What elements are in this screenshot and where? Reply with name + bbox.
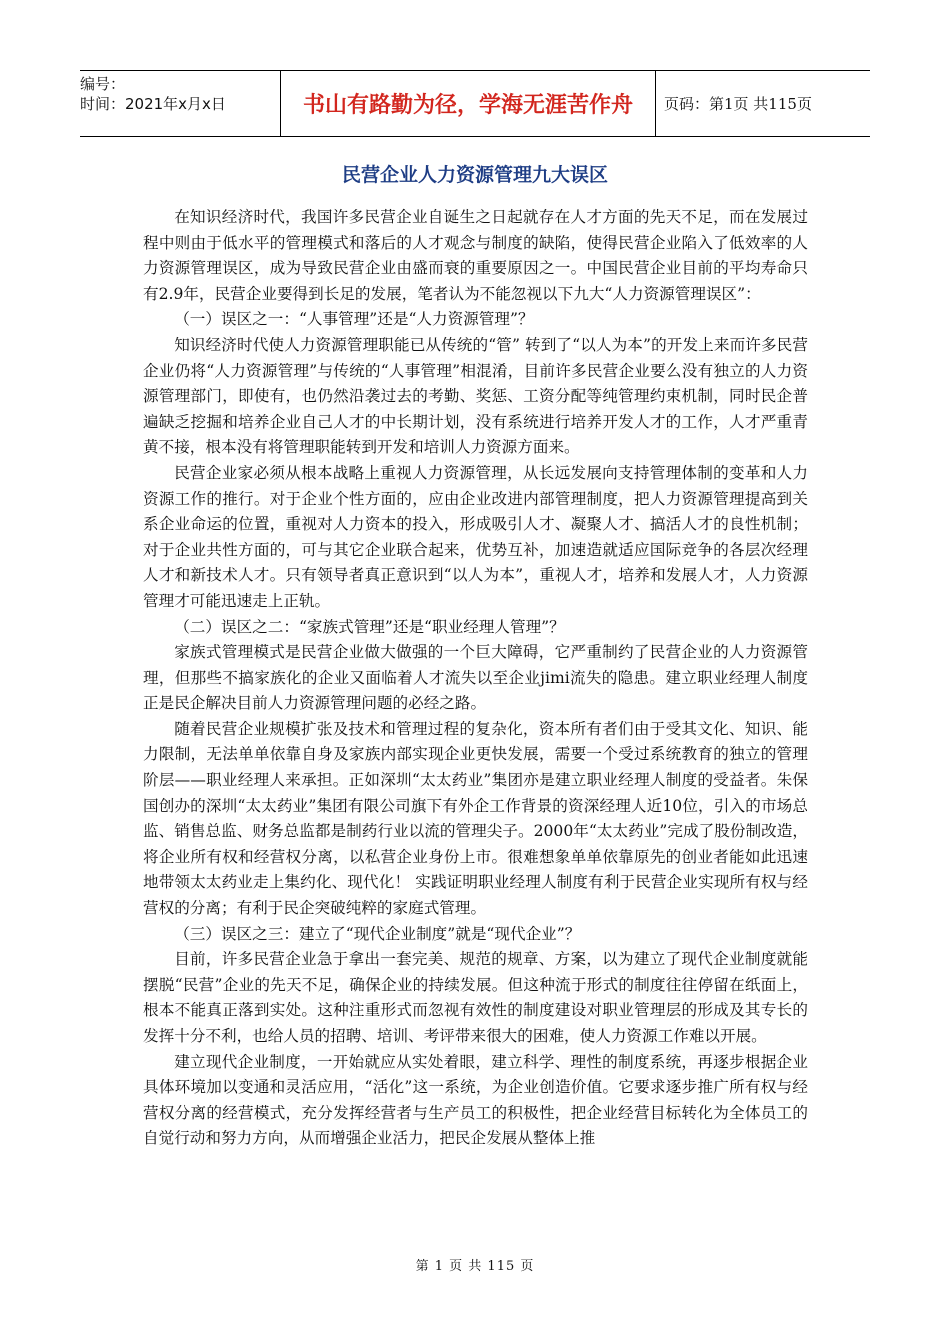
header-page-info: 页码：第1页 共115页 <box>664 95 812 113</box>
page-footer: 第 1 页 共 115 页 <box>415 1259 535 1274</box>
page-header <box>80 70 870 137</box>
section-heading: （一）误区之一：“人事管理”还是“人力资源管理”？ <box>174 310 534 329</box>
document-title: 民营企业人力资源管理九大误区 <box>341 164 608 186</box>
header-meta <box>80 71 281 136</box>
paragraph: 民营企业家必须从根本战略上重视人力资源管理，从长远发展向支持管理体制的变革和人力资源工作的推行。对于企业个性方面的，应由企业改进内部管理制度，把人力资源管理提高到关系企业命运的位置，重视对人力资本的投入，形成吸引人才、凝聚人才、搞活人才的良性机制；对于企业共性方面的，可与其它企业联合起来，优势互补，加速造就适应国际竞争的各层次经理人才和新技术人才。只有领导者真正意识到“以人为本”，重视人才，培养和发展人才，人力资源管理才可能迅速走上正轨。 <box>143 463 808 610</box>
paragraph: 目前，许多民营企业急于拿出一套完美、规范的规章、方案，以为建立了现代企业制度就能摆脱“民营”企业的先天不足，确保企业的持续发展。但这种流于形式的制度往往停留在纸面上，根本不能真正落到实处。这种注重形式而忽视有效性的制度建设对职业管理层的形成及其专长的发挥十分不利，也给人员的招聘、培训、考评带来很大的困难，使人力资源工作难以开展。 <box>143 950 808 1045</box>
paragraph: 家族式管理模式是民营企业做大做强的一个巨大障碍，它严重制约了民营企业的人力资源管理，但那些不搞家族化的企业又面临着人才流失以至企业jimi流失的隐患。建立职业经理人制度正是民企解决目前人力资源管理问题的必经之路。 <box>143 643 808 713</box>
paragraph: 随着民营企业规模扩张及技术和管理过程的复杂化，资本所有者们由于受其文化、知识、能力限制，无法单单依靠自身及家族内部实现企业更快发展，需要一个受过系统教育的独立的管理阶层——职业经理人来承担。正如深圳“太太药业”集团亦是建立职业经理人制度的受益者。朱保国创办的深圳“太太药业”集团有限公司旗下有外企工作背景的资深经理人近10位，引入的市场总监、销售总监、财务总监都是制药行业以流的管理尖子。2000年“太太药业”完成了股份制改造，将企业所有权和经营权分离，以私营企业身份上市。很难想象单单依靠原先的创业者能如此迅速地带领太太药业走上集约化、现代化！ 实践证明职业经理人制度有利于民营企业实现所有权与经营权的分离；有利于民企突破纯粹的家庭式管理。 <box>143 719 808 918</box>
document-time-label: 时间：2021年x月x日 <box>80 95 226 113</box>
section-heading: （二）误区之二：“家族式管理”还是“职业经理人管理”？ <box>174 617 565 636</box>
paragraph: 知识经济时代使人力资源管理职能已从传统的“管” 转到了“以人为本”的开发上来而许多民营企业仍将“人力资源管理”与传统的“人事管理”相混淆，目前许多民营企业要么没有独立的人力资源管理部门，即使有，也仍然沿袭过去的考勤、奖惩、工资分配等纯管理约束机制，同时民企普遍缺乏挖掘和培养企业自己人才的中长期计划，没有系统进行培养开发人才的工作，人才严重青黄不接，根本没有将管理职能转到开发和培训人力资源方面来。 <box>143 335 808 457</box>
document-number-label: 编号： <box>80 75 126 93</box>
paragraph: 建立现代企业制度，一开始就应从实处着眼，建立科学、理性的制度系统，再逐步根据企业具体环境加以变通和灵活应用，“活化”这一系统，为企业创造价值。它要求逐步推广所有权与经营权分离的经营模式，充分发挥经营者与生产员工的积极性，把企业经营目标转化为全体员工的自觉行动和努力方向，从而增强企业活力，把民企发展从整体上推 <box>143 1052 808 1148</box>
section-heading: （三）误区之三：建立了“现代企业制度”就是“现代企业”？ <box>174 924 581 943</box>
document-body <box>143 205 808 1152</box>
header-motto: 书山有路勤为径，学海无涯苦作舟 <box>281 71 656 136</box>
paragraph: 在知识经济时代，我国许多民营企业自诞生之日起就存在人才方面的先天不足，而在发展过程中则由于低水平的管理模式和落后的人才观念与制度的缺陷，使得民营企业陷入了低效率的人力资源管理误区，成为导致民营企业由盛而衰的重要原因之一。中国民营企业目前的平均寿命只有2.9年，民营企业要得到长足的发展，笔者认为不能忽视以下九大“人力资源管理误区”： <box>143 208 808 303</box>
